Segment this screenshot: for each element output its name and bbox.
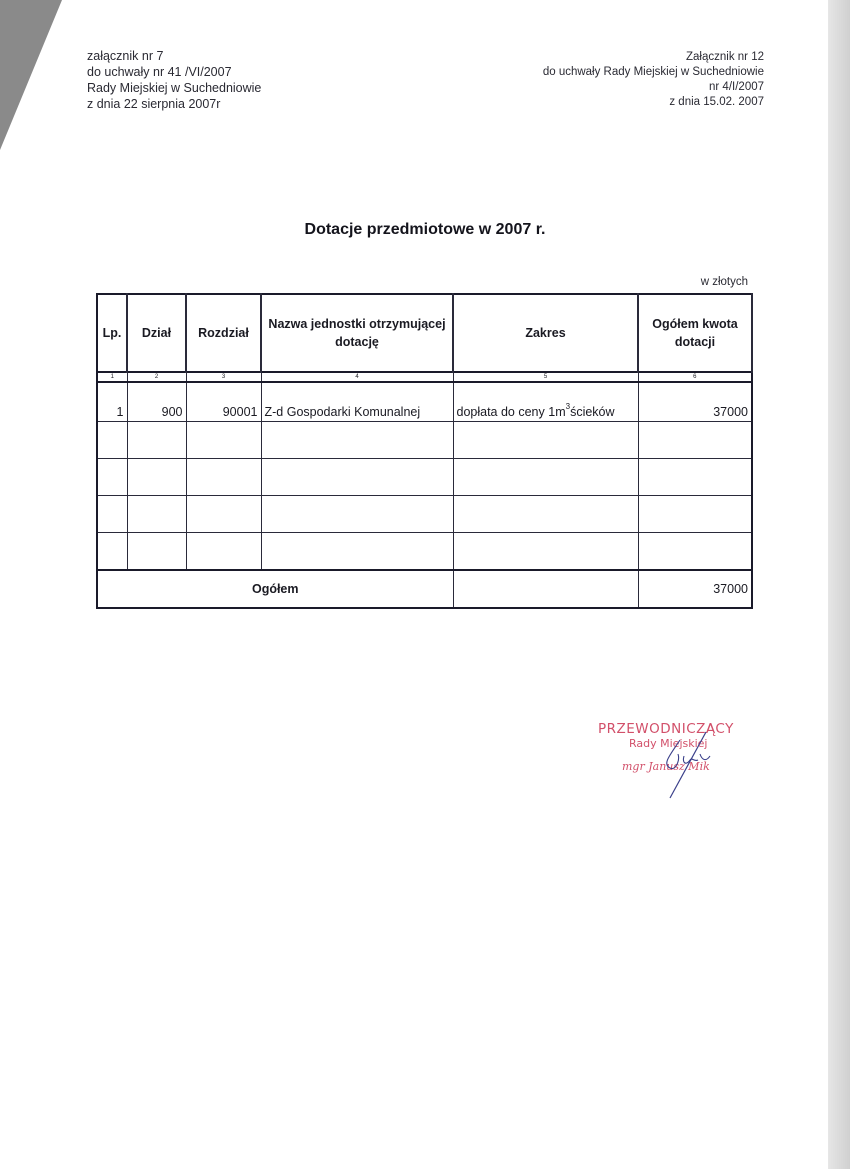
cell-dzial: 900 xyxy=(127,382,186,422)
stamp-title: PRZEWODNICZĄCY xyxy=(598,721,734,737)
column-number: 5 xyxy=(453,372,638,382)
total-label: Ogółem xyxy=(97,570,453,608)
table-total-row xyxy=(97,570,752,608)
scan-shadow-corner xyxy=(0,0,62,150)
document-title: Dotacje przedmiotowe w 2007 r. xyxy=(304,221,546,238)
column-number: 6 xyxy=(638,372,752,382)
cell-zakres xyxy=(453,382,638,422)
column-number: 2 xyxy=(127,372,186,382)
stamp-name: mgr Janusz Mik xyxy=(622,760,710,773)
date-line: z dnia 15.02. 2007 xyxy=(669,96,764,108)
table-row-empty xyxy=(97,422,752,459)
zakres-exponent: 3 xyxy=(565,402,571,411)
attachment-line: załącznik nr 7 xyxy=(87,49,164,63)
cell-lp: 1 xyxy=(97,382,127,422)
handwritten-signature xyxy=(640,730,730,800)
subsidy-table xyxy=(96,293,753,609)
resolution-number-line: nr 4/I/2007 xyxy=(709,81,764,93)
total-value: 37000 xyxy=(638,570,752,608)
table-header-row xyxy=(97,294,752,372)
table-row-empty xyxy=(97,496,752,533)
cell-rozdzial: 90001 xyxy=(186,382,261,422)
cell-nazwa: Z-d Gospodarki Komunalnej xyxy=(261,382,453,422)
unit-label: w złotych xyxy=(700,276,748,288)
column-number-row xyxy=(97,372,752,382)
column-number: 3 xyxy=(186,372,261,382)
attachment-header-right xyxy=(543,50,764,110)
resolution-line: do uchwały Rady Miejskiej w Suchedniowie xyxy=(542,66,764,78)
column-number: 4 xyxy=(261,372,453,382)
date-line: z dnia 22 sierpnia 2007r xyxy=(87,97,221,111)
stamp-subtitle: Rady Miejskiej xyxy=(629,737,708,750)
header-zakres: Zakres xyxy=(453,294,638,372)
attachment-header-left xyxy=(87,48,261,112)
scan-shadow-edge xyxy=(828,0,850,1169)
header-lp: Lp. xyxy=(97,294,127,372)
header-dzial: Dział xyxy=(127,294,186,372)
resolution-line: do uchwały nr 41 /VI/2007 xyxy=(87,65,232,79)
table-row xyxy=(97,382,752,422)
zakres-text-suffix: ścieków xyxy=(570,405,615,419)
council-line: Rady Miejskiej w Suchedniowie xyxy=(87,81,262,95)
table-row-empty xyxy=(97,533,752,571)
header-kwota: Ogółem kwota dotacji xyxy=(638,294,752,372)
table-row-empty xyxy=(97,459,752,496)
attachment-line: Załącznik nr 12 xyxy=(686,51,764,63)
zakres-text: dopłata do ceny 1m xyxy=(456,405,566,419)
column-number: 1 xyxy=(97,372,127,382)
cell-kwota: 37000 xyxy=(638,382,752,422)
total-zakres-empty xyxy=(453,570,638,608)
header-rozdzial: Rozdział xyxy=(186,294,261,372)
header-nazwa: Nazwa jednostki otrzymującej dotację xyxy=(261,294,453,372)
